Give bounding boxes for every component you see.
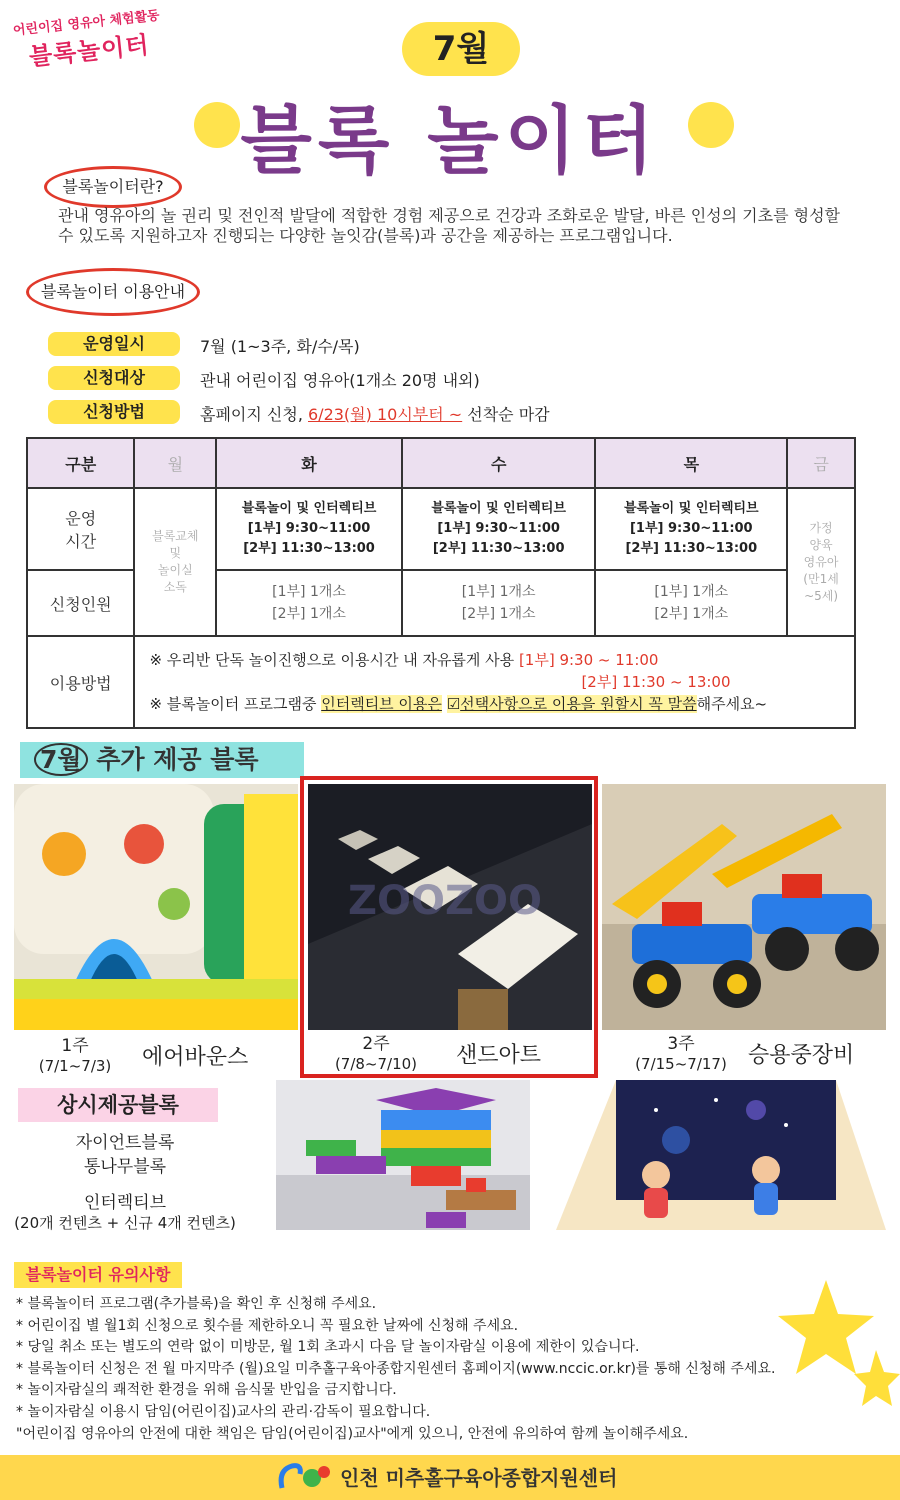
tue-slot1: [1부] 9:30~11:00 (247, 521, 371, 536)
caution-note-2: * 어린이집 별 월1회 신청으로 횟수를 제한하오니 꼭 필요한 날짜에 신청해 주세요. (16, 1317, 519, 1334)
caution-heading: 블록놀이터 유의사항 (14, 1262, 182, 1288)
guide-heading: 블록놀이터 이용안내 (26, 268, 200, 316)
tue-count2: [2부] 1개소 (272, 606, 346, 622)
brand-title: 블록놀이터 (27, 30, 151, 72)
week1-caption (30, 1036, 120, 1076)
thu-slot-title: 블록놀이 및 인터렉티브 (623, 501, 759, 516)
method-time1: [1부] 9:30 ~ 11:00 (518, 651, 659, 669)
row-label-method: 이용방법 (27, 636, 134, 728)
method-time2: [2부] 11:30 ~ 13:00 (581, 673, 731, 691)
photo-air-bounce (14, 784, 298, 1030)
always-item-interactive: 인터렉티브 (83, 1193, 167, 1213)
schedule-table (26, 437, 856, 729)
photo-ride-on-equipment (602, 784, 886, 1030)
wed-slot2: [2부] 11:30~13:00 (432, 541, 565, 556)
wed-time-cell (402, 488, 596, 570)
week3-dates: (7/15~7/17) (635, 1055, 727, 1073)
mon-note: 블록교체 및 놀이실 소독 (134, 488, 216, 636)
row-label-count: 신청인원 (27, 570, 134, 636)
caution-note-1: * 블록놀이터 프로그램(추가블록)을 확인 후 신청해 주세요. (16, 1296, 377, 1312)
value-operating-days: 7월 (1~3주, 화/수/목) (200, 337, 360, 356)
method-line2-check: 선택사항으로 이용을 원할시 꼭 말씀 (460, 695, 697, 713)
week2-label: 2주 (362, 1034, 390, 1054)
header-category: 구분 (27, 438, 134, 488)
week2-name: 샌드아트 (456, 1043, 542, 1068)
thu-time-cell (595, 488, 787, 570)
thu-slot1: [1부] 9:30~11:00 (629, 521, 753, 536)
photo-giant-blocks (276, 1080, 530, 1230)
thu-count2: [2부] 1개소 (654, 606, 729, 622)
brand-stamp (6, 4, 171, 74)
brand-subtitle: 어린이집 영유아 체험활동 (12, 8, 161, 39)
about-heading: 블록놀이터란? (44, 166, 182, 208)
caution-note-5: * 놀이자람실의 쾌적한 환경을 위해 음식물 반입을 금지합니다. (16, 1382, 397, 1399)
header-tue: 화 (216, 438, 402, 488)
method-line2 (149, 693, 852, 715)
method-line1-text: ※ 우리반 단독 놀이진행으로 이용시간 내 자유롭게 사용 (149, 651, 515, 669)
checkbox-icon: ☑ (446, 695, 461, 713)
method-line2-pre: ※ 블록놀이터 프로그램중 (149, 695, 322, 713)
apply-start-date: 6/23(월) 10시부터 ~ (308, 405, 463, 424)
always-item-log: 통나무블록 (83, 1157, 167, 1177)
tue-time-cell (216, 488, 402, 570)
caution-note-3: * 당일 취소 또는 별도의 연락 없이 미방문, 월 1회 초과시 다음 달 놀이자람실 이용에 제한이 있습니다. (16, 1339, 640, 1356)
page-title: 블록 놀이터 (240, 98, 660, 184)
thu-slot2: [2부] 11:30~13:00 (625, 541, 758, 556)
always-item-giant: 자이언트블록 (75, 1133, 175, 1153)
value-target: 관내 어린이집 영유아(1개소 20명 내외) (200, 371, 480, 390)
header-wed: 수 (402, 438, 596, 488)
wed-count-cell (402, 570, 596, 636)
month-badge: 7월 (402, 22, 520, 76)
tue-slot2: [2부] 11:30~13:00 (243, 541, 375, 556)
label-apply-method: 신청방법 (48, 400, 180, 424)
week1-dates: (7/1~7/3) (38, 1057, 112, 1075)
header-thu: 목 (595, 438, 787, 488)
extra-blocks-banner (20, 742, 304, 778)
method-line2-post: 해주세요~ (696, 695, 768, 713)
label-target: 신청대상 (48, 366, 180, 390)
week2-caption (326, 1034, 426, 1074)
value-apply-method (200, 402, 550, 425)
label-operating-days: 운영일시 (48, 332, 180, 356)
extra-banner-month: 7월 (34, 743, 88, 776)
apply-method-text: 홈페이지 신청, (200, 405, 308, 424)
header-fri: 금 (787, 438, 855, 488)
method-line1 (149, 649, 852, 671)
star-decoration-icon (776, 1280, 900, 1430)
center-logo-icon (276, 1460, 334, 1494)
caution-note-7: "어린이집 영유아의 안전에 대한 책임은 담임(어린이집)교사"에게 있으니, 안전에 유의하여 함께 놀이해주세요. (16, 1425, 689, 1442)
caution-notes (16, 1294, 876, 1445)
photo-interactive (556, 1080, 886, 1230)
about-text: 관내 영유아의 놀 권리 및 전인적 발달에 적합한 경험 제공으로 건강과 조화로운 발달, 바른 인성의 기초를 형성할 수 있도록 지원하고자 진행되는 다양한 놀잇감(블록)과 공간을 제공하는 프로그램입니다. (58, 206, 840, 245)
wed-count2: [2부] 1개소 (461, 606, 536, 622)
thu-count1: [1부] 1개소 (654, 584, 729, 600)
footer-org-name: 인천 미추홀구육아종합지원센터 (340, 1466, 618, 1490)
always-item-contents: (20개 컨텐츠 + 신규 4개 컨텐츠) (14, 1214, 236, 1232)
method-line2-underline: 인터렉티브 이용은 (321, 695, 442, 713)
tue-slot-title: 블록놀이 및 인터렉티브 (241, 501, 377, 516)
week1-name: 에어바운스 (142, 1045, 249, 1070)
wed-count1: [1부] 1개소 (461, 584, 536, 600)
thu-count-cell (595, 570, 787, 636)
caution-note-6: * 놀이자람실 이용시 담임(어린이집)교사의 관리·감독이 필요합니다. (16, 1403, 431, 1420)
extra-banner-text: 추가 제공 블록 (87, 745, 259, 774)
week3-caption (626, 1034, 736, 1074)
wed-slot1: [1부] 9:30~11:00 (437, 521, 560, 536)
header-mon: 월 (134, 438, 216, 488)
tue-count1: [1부] 1개소 (272, 584, 346, 600)
row-label-time: 운영 시간 (27, 488, 134, 570)
photo-sand-art (308, 784, 592, 1030)
week3-label: 3주 (667, 1034, 695, 1054)
tue-count-cell (216, 570, 402, 636)
week3-name: 승용중장비 (748, 1043, 855, 1068)
always-banner: 상시제공블록 (18, 1088, 218, 1122)
apply-close-text: 선착순 마감 (462, 405, 550, 424)
sand-art-watermark: ZOOZOO (348, 878, 543, 924)
method-cell (134, 636, 855, 728)
caution-note-4: * 블록놀이터 신청은 전 월 마지막주 (월)요일 미추홀구육아종합지원센터 홈페이지(www.nccic.or.kr)를 통해 신청해 주세요. (16, 1360, 776, 1377)
week2-dates: (7/8~7/10) (334, 1055, 418, 1073)
week1-label: 1주 (61, 1036, 89, 1056)
fri-note: 가정 양육 영유아 (만1세 ~5세) (787, 488, 855, 636)
wed-slot-title: 블록놀이 및 인터렉티브 (431, 501, 566, 516)
